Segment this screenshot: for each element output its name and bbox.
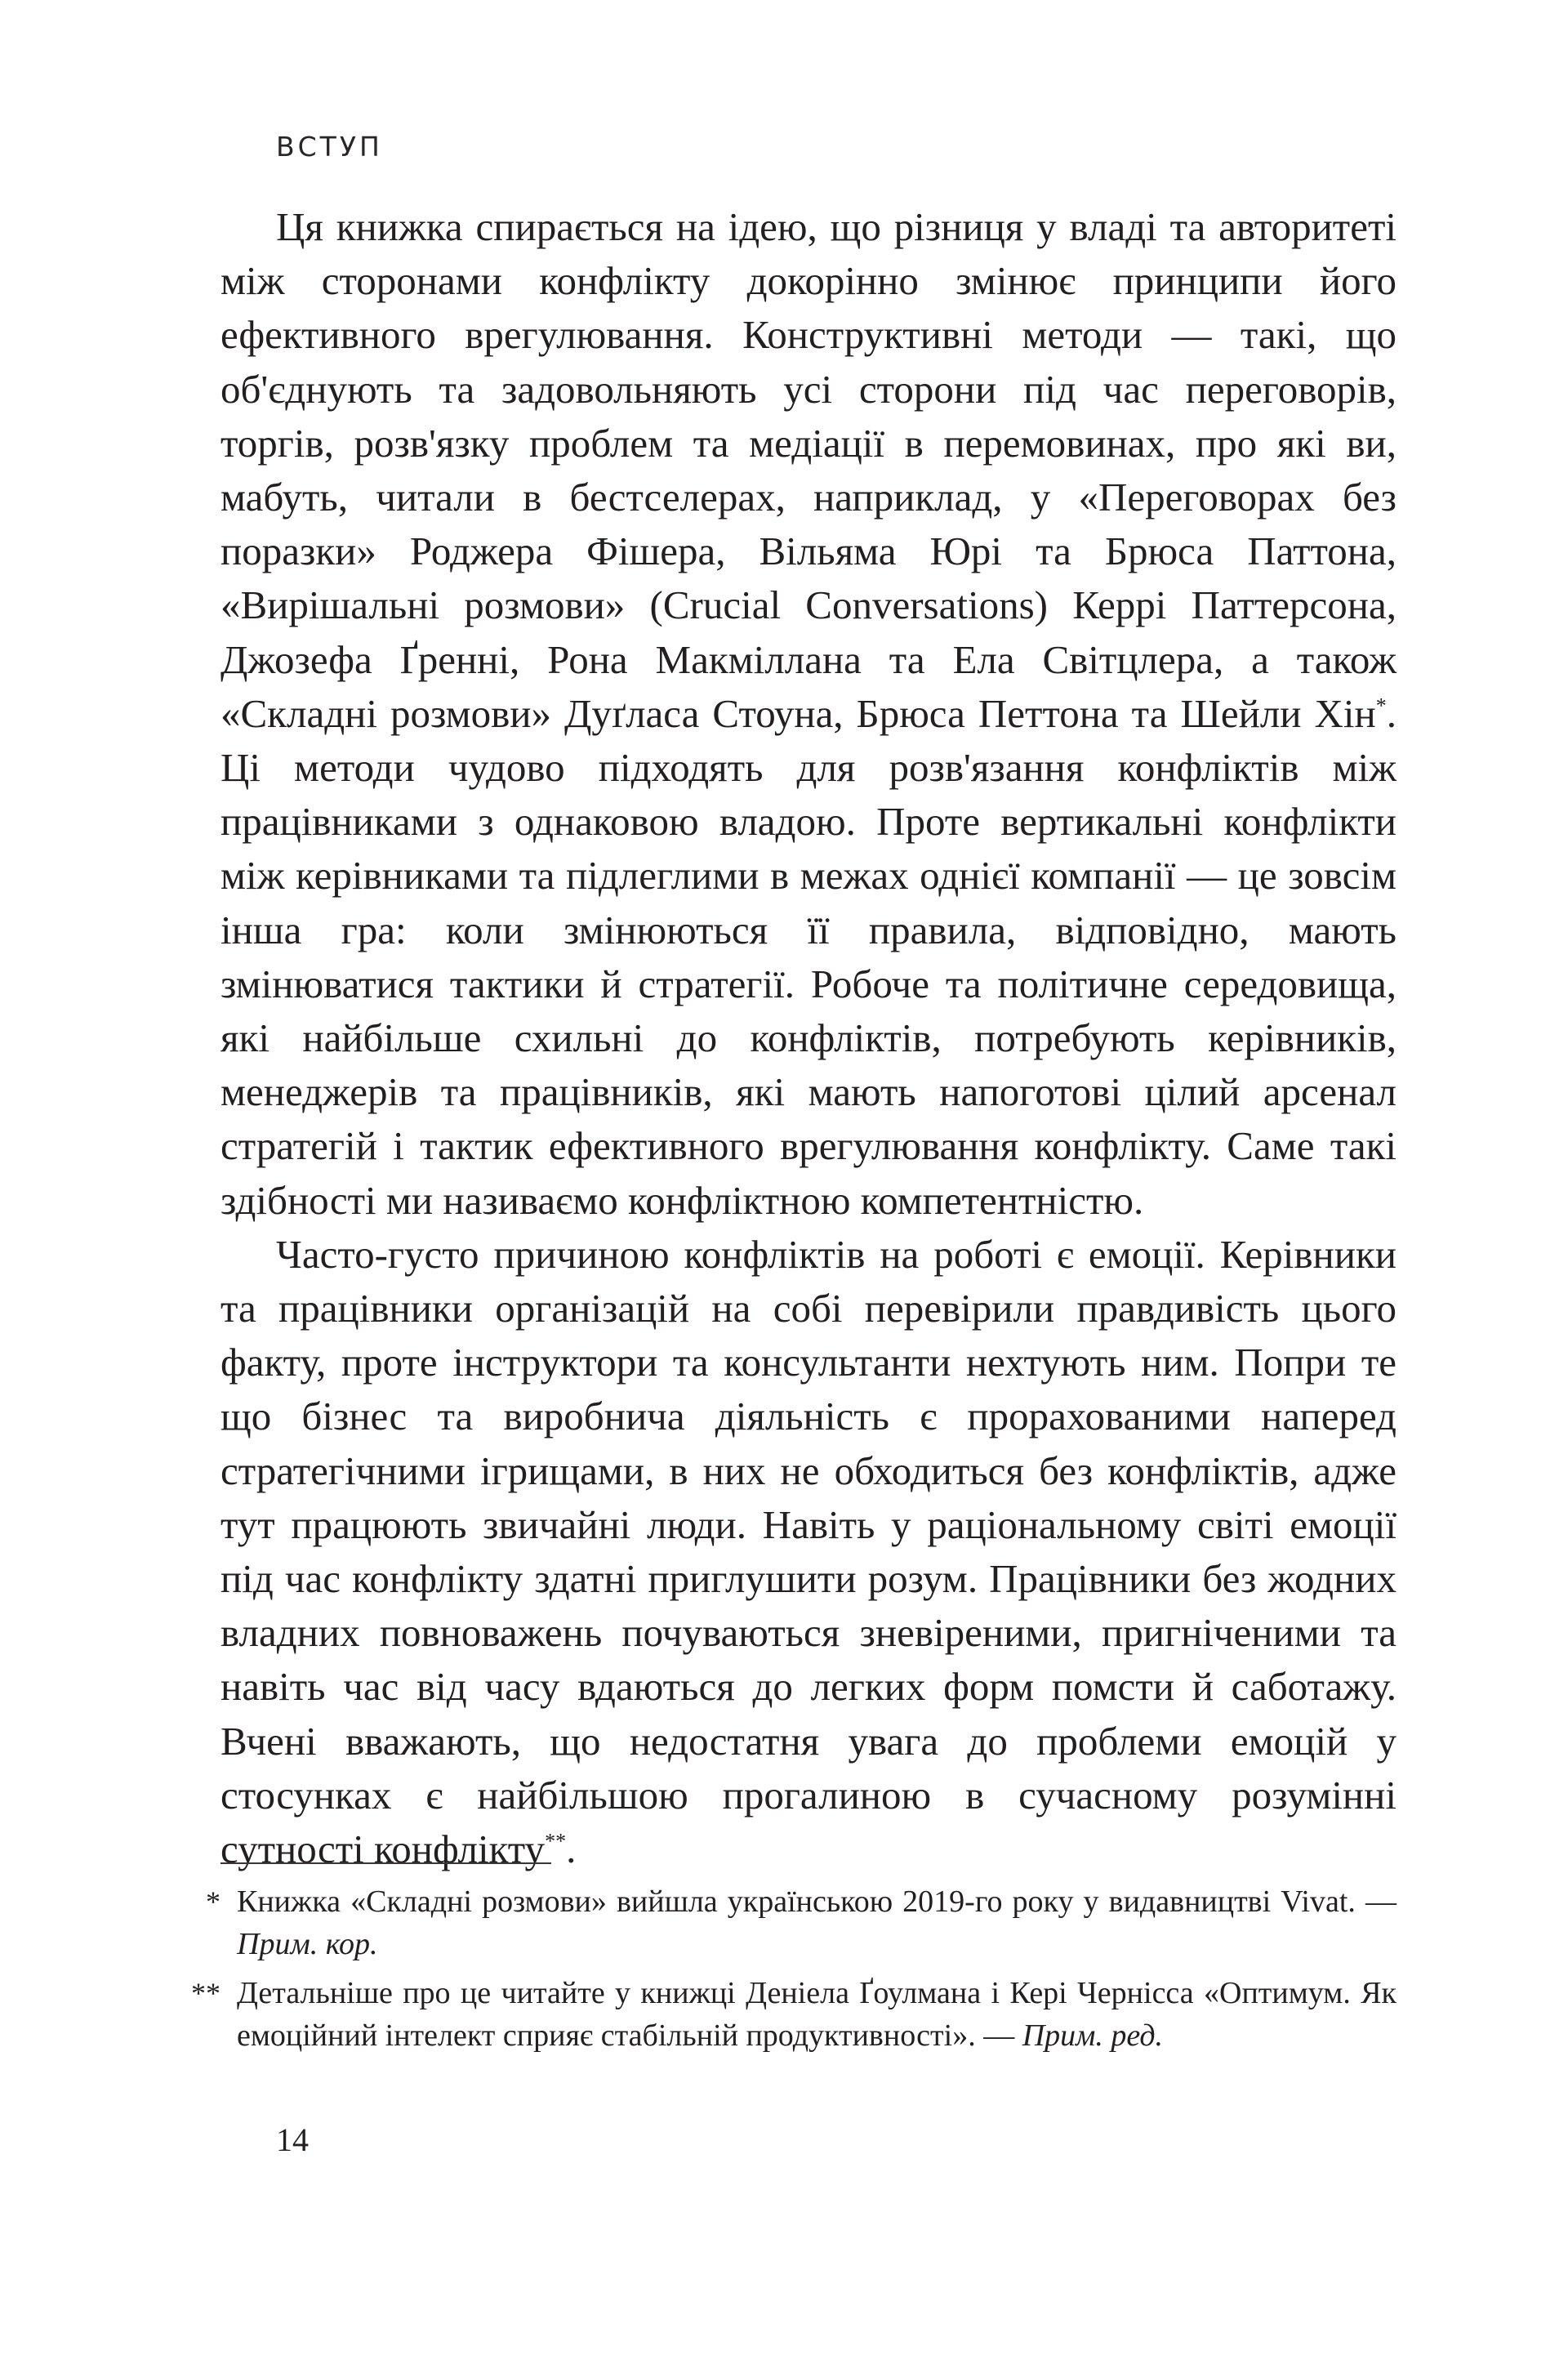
paragraph-text-continued: . Ці методи чудово підходять для розв'язання конфліктів між працівниками з однаковою владою. Проте вертикальні конфлікти між керівниками та підлеглими в межах однієї компанії — це зовсім інша гра: коли змінюються її правила, відповідно, мають змінюватися тактики й стратегії. Робоче та політичне середовища, які найбільше схильні до конфліктів, потребують керівників, менеджерів та працівників, які мають напоготові цілий арсенал стратегій і тактик ефективного врегулювання конфлікту. Саме такі здібності ми називаємо конфліктною компетентністю.	[220, 690, 1396, 1223]
footnote-text	[237, 1972, 1396, 2057]
footnote-body: Детальніше про це читайте у книжці Деніела Ґоулмана і Кері Чернісса «Оптимум. Як емоційний інтелект сприяє стабільній продуктивності». —	[237, 1976, 1396, 2053]
running-head: ВСТУП	[276, 131, 383, 163]
paragraph	[220, 200, 1396, 1228]
footnote-marker: **	[191, 1977, 220, 2009]
paragraph-text-continued: .	[566, 1826, 577, 1872]
page-number: 14	[276, 2121, 309, 2158]
footnote	[172, 1880, 1396, 1965]
footnote-note: Прим. ред.	[1022, 2018, 1164, 2053]
footnote-note: Прим. кор.	[237, 1927, 378, 1961]
footnote-text	[237, 1880, 1396, 1965]
footnote-body: Книжка «Складні розмови» вийшла українською 2019-го року у видавництві Vivat. —	[237, 1884, 1396, 1919]
paragraph-text: Часто-густо причиною конфліктів на роботі є емоції. Керівники та працівники організацій на собі перевірили правдивість цього факту, проте інструктори та консультанти нехтують ним. Попри те що бізнес та виробнича діяльність є прорахованими наперед стратегічними ігрищами, в них не обходиться без конфліктів, адже тут працюють звичайні люди. Навіть у раціональному світі емоції під час конфлікту здатні приглушити розум. Працівники без жодних владних повноважень почуваються зневіреними, пригніченими та навіть час від часу вдаються до легких форм помсти й саботажу. Вчені вважають, що недостатня увага до проблеми емоцій у стосунках є найбільшою прогалиною в сучасному розумінні сутності конфлікту	[220, 1231, 1396, 1872]
paragraph-text: Ця книжка спирається на ідею, що різниця у владі та авторитеті між сторонами конфлікту докорінно змінює принципи його ефективного врегулювання. Конструктивні методи — такі, що об'єднують та задовольняють усі сторони під час переговорів, торгів, розв'язку проблем та медіації в перемовинах, про які ви, мабуть, читали в бестселерах, наприклад, у «Переговорах без поразки» Роджера Фішера, Вільяма Юрі та Брюса Паттона, «Вирішальні розмови» (Crucial Conversations) Керрі Паттерсона, Джозефа Ґренні, Рона Макміллана та Ела Світцлера, а також «Складні розмови» Дуґласа Стоуна, Брюса Петтона та Шейли Хін	[220, 204, 1396, 736]
footnote-marker: *	[206, 1885, 220, 1918]
footnote-reference[interactable]: *	[1375, 694, 1387, 718]
body-text	[220, 200, 1396, 1876]
footnote-separator	[220, 1862, 551, 1864]
footnote	[172, 1972, 1396, 2057]
paragraph	[220, 1228, 1396, 1876]
footnotes	[172, 1880, 1396, 2063]
footnote-reference[interactable]: **	[545, 1829, 567, 1853]
